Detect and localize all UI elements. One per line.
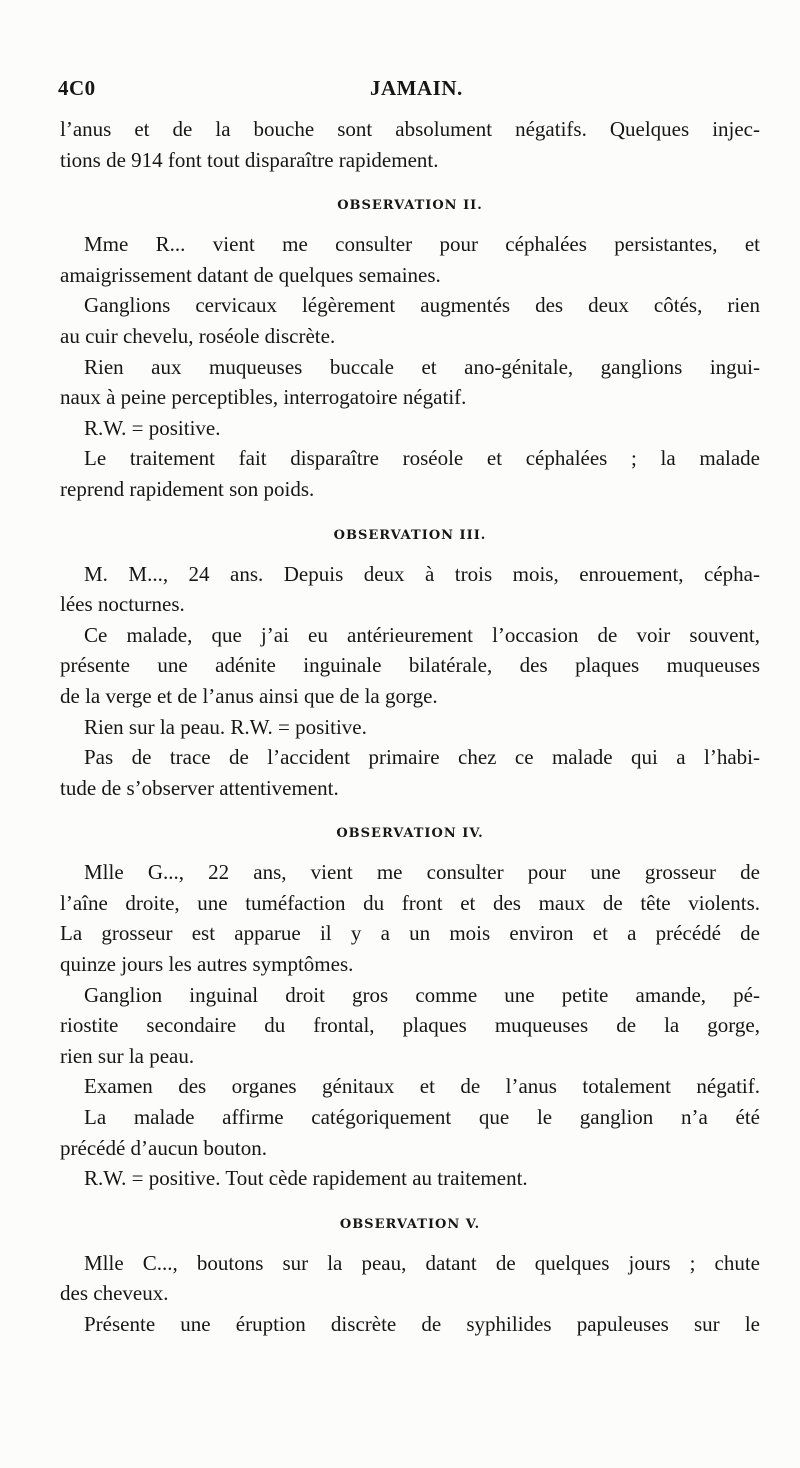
text-line: Ganglions cervicaux légèrement augmentés des deux côtés, rien (84, 293, 760, 318)
text-line: naux à peine perceptibles, interrogatoire négatif. (60, 385, 467, 410)
text-line: quinze jours les autres symptômes. (60, 952, 354, 977)
text-line: précédé d’aucun bouton. (60, 1135, 267, 1160)
text-line: au cuir chevelu, roséole discrète. (60, 323, 336, 348)
text-line: La grosseur est apparue il y a un mois environ et a précédé de (60, 921, 760, 946)
text-line: Mlle C..., boutons sur la peau, datant de quelques jours ; chute (84, 1250, 760, 1275)
page-number: 4C0 (58, 76, 96, 100)
text-line: rien sur la peau. (60, 1043, 195, 1068)
text-line: Mlle G..., 22 ans, vient me consulter pour une grosseur de (84, 860, 760, 885)
text-line: Pas de trace de l’accident primaire chez ce malade qui a l’habi- (84, 745, 760, 770)
text-line: Examen des organes génitaux et de l’anus totalement négatif. (84, 1074, 760, 1099)
text-line: tions de 914 font tout disparaître rapidement. (60, 147, 439, 172)
text-line: Le traitement fait disparaître roséole et céphalées ; la malade (84, 446, 760, 471)
text-line: R.W. = positive. Tout cède rapidement au traitement. (84, 1166, 528, 1191)
page-text (60, 114, 760, 1340)
text-line: reprend rapidement son poids. (60, 476, 315, 501)
text-line: l’anus et de la bouche sont absolument négatifs. Quelques injec- (60, 117, 760, 141)
text-line: des cheveux. (60, 1281, 169, 1306)
section-heading: OBSERVATION IV. (336, 826, 484, 842)
text-line: La malade affirme catégoriquement que le ganglion n’a été (84, 1105, 760, 1130)
section-heading: OBSERVATION III. (333, 527, 487, 543)
text-line: Mme R... vient me consulter pour céphalées persistantes, et (84, 232, 760, 257)
text-line: Rien aux muqueuses buccale et ano-génitale, ganglions ingui- (84, 354, 760, 379)
text-line: amaigrissement datant de quelques semaines. (60, 262, 441, 287)
text-line: M. M..., 24 ans. Depuis deux à trois mois, enrouement, cépha- (84, 561, 760, 586)
text-line: Ce malade, que j’ai eu antérieurement l’occasion de voir souvent, (84, 622, 760, 647)
page-header (58, 76, 758, 106)
section-heading: OBSERVATION II. (337, 198, 483, 214)
text-line: Ganglion inguinal droit gros comme une petite amande, pé- (84, 982, 760, 1007)
text-line: de la verge et de l’anus ainsi que de la gorge. (60, 683, 438, 708)
running-title: JAMAIN. (370, 76, 463, 100)
text-line: riostite secondaire du frontal, plaques muqueuses de la gorge, (60, 1013, 760, 1038)
text-line: lées nocturnes. (60, 592, 185, 617)
text-line: tude de s’observer attentivement. (60, 775, 339, 800)
text-line: présente une adénite inguinale bilatérale, des plaques muqueuses (60, 653, 760, 678)
section-heading: OBSERVATION V. (339, 1216, 481, 1232)
text-line: Présente une éruption discrète de syphilides papuleuses sur le (84, 1312, 760, 1336)
text-line: R.W. = positive. (84, 415, 221, 440)
text-line: l’aîne droite, une tuméfaction du front et des maux de tête violents. (60, 890, 760, 915)
text-line: Rien sur la peau. R.W. = positive. (84, 714, 367, 739)
